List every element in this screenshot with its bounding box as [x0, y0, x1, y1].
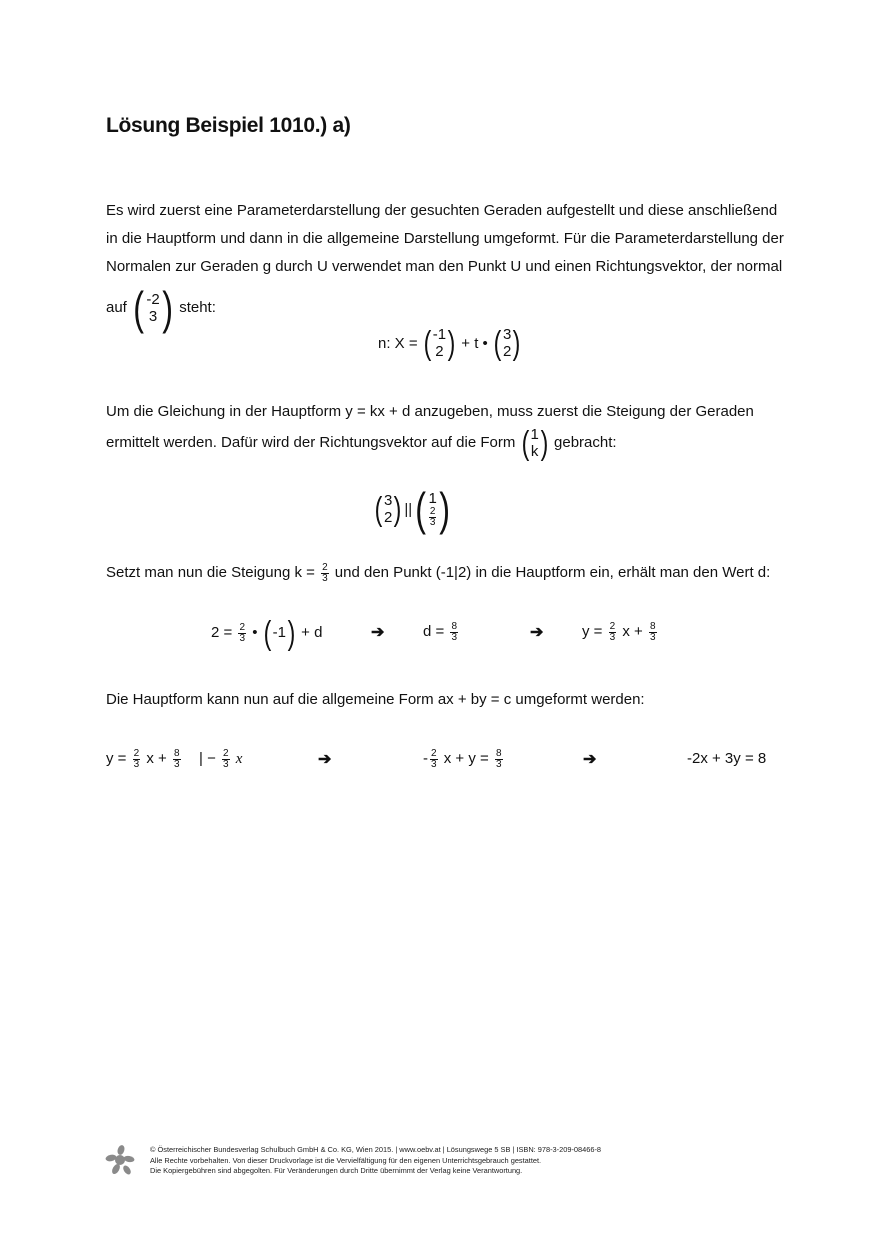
para2-line1: Um die Gleichung in der Hauptform y = kx + d anzugeben, muss zuerst die Steigung der Geraden	[106, 403, 754, 420]
footer-line2: Alle Rechte vorbehalten. Von dieser Druckvorlage ist die Vervielfältigung für den eigenen Unterrichtsgebrauch gestattet.	[150, 1155, 542, 1165]
para1-line4-post: steht:	[179, 298, 216, 316]
parallel-symbol: ||	[404, 500, 413, 518]
vec-entry-top: 1	[530, 426, 539, 444]
footer-line3: Die Kopiergebühren sind abgegolten. Für Veränderungen durch Dritte übernimmt der Verlag keine Verantwortung.	[150, 1166, 523, 1175]
arrow-icon: ➔	[530, 624, 544, 641]
arrow-icon: ➔	[318, 751, 332, 768]
vec-entry-top: 3	[384, 492, 393, 509]
vec-entry-bottom: 3	[148, 308, 158, 325]
arrow-icon: ➔	[583, 751, 597, 768]
eq2-vector-left: ( 3 2 )	[374, 490, 402, 527]
eq3-part2-pre: d =	[423, 623, 445, 640]
eq4-p2-pre: -	[423, 750, 428, 767]
vec-entry-top: 3	[502, 326, 512, 343]
footer	[150, 1145, 601, 1177]
vec-entry-fraction: $\frac{2}{3}$	[429, 506, 436, 528]
para1-line4	[106, 282, 216, 334]
arrow-icon: ➔	[371, 624, 385, 641]
eq3-part3-mid: x +	[622, 623, 643, 640]
eq4-op-var: x	[235, 751, 243, 767]
vec-entry-bottom: k	[530, 443, 539, 461]
para1-line1: Es wird zuerst eine Parameterdarstellung der gesuchten Geraden aufgestellt und diese anschließend	[106, 202, 778, 219]
eq4-frac: $\frac{2}{3}$	[431, 747, 437, 770]
eq4-p1-pre: y =	[106, 750, 127, 767]
footer-line1: © Österreichischer Bundesverlag Schulbuch GmbH & Co. KG, Wien 2015. | www.oebv.at | Lösungswege 5 SB | ISBN: 978-3-209-08466-8	[150, 1145, 602, 1154]
eq4-part1	[106, 743, 183, 775]
eq4-p2-mid: x + y =	[443, 750, 489, 767]
eq4-frac: $\frac{2}{3}$	[133, 747, 140, 770]
eq1-lhs: n: X =	[378, 334, 418, 352]
eq4-p1-mid: x +	[146, 750, 167, 767]
eq3-part1	[211, 616, 322, 650]
eq2-vector-right: ( 1 $\frac{2}{3}$ )	[415, 483, 450, 535]
eq3-part1-pre: 2 =	[211, 623, 233, 641]
para1-line2: in die Hauptform und dann in die allgemeine Darstellung umgeformt. Für die Parameterdarstellung der	[106, 230, 784, 247]
vec-entry-bottom: 2	[384, 509, 393, 526]
normal-vector: ( -2 3 )	[133, 282, 173, 334]
eq3-paren-value: -1	[272, 624, 286, 641]
vec-entry-bottom: 2	[435, 343, 444, 360]
eq3-part2	[423, 616, 460, 648]
eq3-part3-pre: y =	[582, 623, 603, 640]
para2-line2-pre: ermittelt werden. Dafür wird der Richtungsvektor auf die Form	[106, 434, 516, 451]
vec-entry-bottom: 2	[502, 343, 512, 360]
para4: Die Hauptform kann nun auf die allgemeine Form ax + by = c umgeformt werden:	[106, 691, 645, 708]
equation-parallel	[373, 483, 452, 535]
para3-post: und den Punkt (-1|2) in die Hauptform ein, erhält man den Wert d:	[334, 564, 771, 581]
eq3-paren: ( -1 )	[263, 614, 296, 651]
eq1-vector-point: ( -1 2 )	[423, 324, 456, 361]
eq3-part1-post: + d	[301, 623, 323, 641]
oebv-logo-icon	[104, 1144, 136, 1176]
slope-fraction: $\frac{2}{3}$	[322, 561, 328, 584]
eq4-frac: $\frac{8}{3}$	[173, 747, 180, 770]
vec-entry-top: 1	[428, 490, 437, 507]
para3-pre: Setzt man nun die Steigung k =	[106, 564, 315, 581]
eq3-frac: $\frac{2}{3}$	[609, 620, 616, 643]
para2-line2	[106, 426, 617, 460]
page-title: Lösung Beispiel 1010.) a)	[106, 114, 351, 137]
form-vector: ( 1 k )	[521, 424, 549, 462]
eq3-frac: $\frac{8}{3}$	[451, 620, 458, 643]
para2-line2-post: gebracht:	[554, 434, 617, 451]
eq4-frac: $\frac{2}{3}$	[223, 747, 229, 770]
vec-entry-top: -2	[146, 291, 160, 308]
eq4-result: -2x + 3y = 8	[687, 750, 767, 767]
eq4-operation	[199, 743, 242, 775]
para1-line3: Normalen zur Geraden g durch U verwendet man den Punkt U und einen Richtungsvektor, der normal	[106, 258, 783, 275]
eq1-mid: + t •	[461, 334, 488, 352]
eq4-op-pre: | −	[199, 750, 216, 767]
para3	[106, 558, 770, 588]
para1-line4-pre: auf	[106, 298, 127, 316]
eq4-frac: $\frac{8}{3}$	[495, 747, 502, 770]
eq3-frac: $\frac{2}{3}$	[239, 621, 246, 644]
eq3-frac: $\frac{8}{3}$	[649, 620, 656, 643]
vec-entry-top: -1	[432, 326, 447, 343]
eq3-dot: •	[252, 623, 258, 641]
equation-parameter	[378, 326, 522, 360]
eq3-part3	[582, 616, 659, 648]
eq1-vector-direction: ( 3 2 )	[493, 324, 521, 361]
eq4-part2	[423, 743, 505, 775]
